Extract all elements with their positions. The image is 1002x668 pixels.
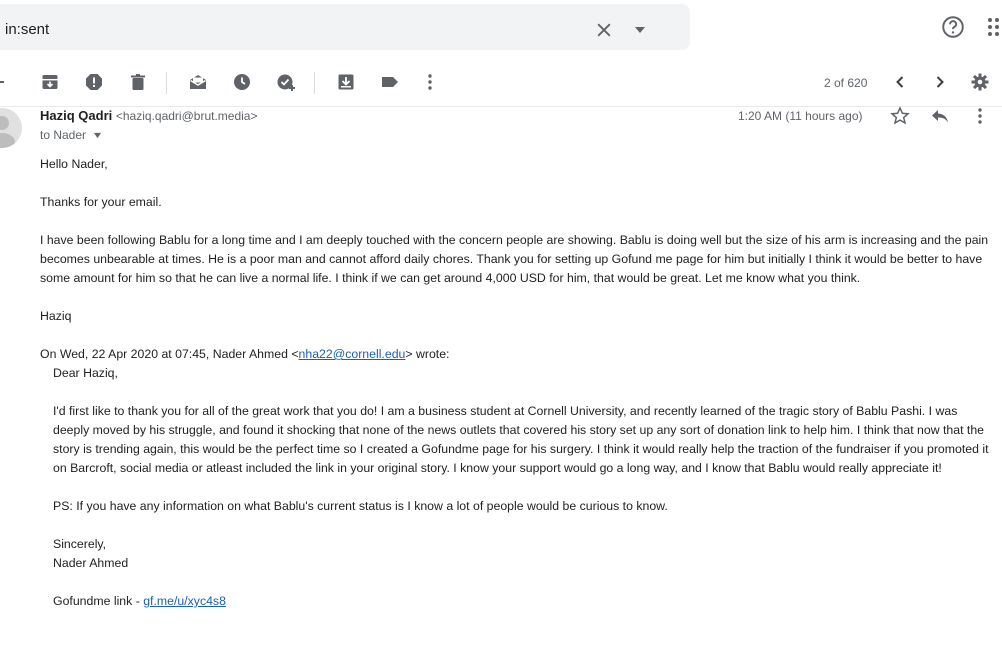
snooze-clock-icon[interactable] [232, 72, 252, 92]
report-spam-icon[interactable] [84, 72, 104, 92]
more-options-icon[interactable] [420, 72, 440, 92]
apps-grid-icon[interactable] [986, 16, 1002, 38]
search-options-dropdown-icon[interactable] [632, 24, 648, 36]
message-toolbar [0, 58, 1002, 107]
quote-attribution [40, 345, 995, 364]
move-to-icon[interactable] [336, 72, 356, 92]
reply-icon[interactable] [930, 106, 950, 126]
quoted-closing: Sincerely, [53, 537, 107, 551]
quoted-name: Nader Ahmed [53, 556, 129, 570]
toolbar-divider [166, 72, 167, 94]
mark-as-read-icon[interactable] [188, 72, 208, 92]
recipient-details[interactable] [40, 128, 102, 142]
sender-name[interactable]: Haziq Qadri [40, 108, 113, 123]
quote-attribution-prefix: On Wed, 22 Apr 2020 at 07:45, Nader Ahmed < [40, 347, 299, 361]
body-paragraph: I have been following Bablu for a long time and I am deeply touched with the concern people are showing. Bablu is doing well but the size of his arm is increasing and the pain becomes unbearable at times. He is a poor man and cannot afford daily chores. Thank you for setting up Gofund me page for him but initially I think it would be better to have some amount for him so that he can live a normal life. I think if we can get around 4,000 USD for him, that would be great. Let me know what you think. [40, 233, 989, 285]
quoted-signature [53, 535, 995, 573]
quoted-link-line [53, 592, 995, 611]
archive-icon[interactable] [40, 72, 60, 92]
quote-attribution-suffix: > wrote: [405, 347, 450, 361]
add-to-tasks-icon[interactable] [276, 72, 296, 92]
help-icon[interactable] [940, 14, 966, 40]
thanks-line: Thanks for your email. [40, 195, 162, 209]
gofundme-link[interactable]: gf.me/u/xyc4s8 [143, 594, 226, 608]
delete-icon[interactable] [128, 72, 148, 92]
quoted-paragraph: I'd first like to thank you for all of the great work that you do! I am a business student at Cornell University, and recently learned of the tragic story of Bablu Pashi. I was deeply moved by his struggle, and found it shocking that none of the news outlets that covered his story set up any sort of donation link to help him. I think that now that the story is trending again, this would be the perfect time so I created a Gofundme page for his surgery. I think it would really help the traction of the fundraiser if you promoted it on Barcroft, social media or atleast included the link in your original story. I know your support would go a long way, and I know that Bablu would really appreciate it! [53, 404, 989, 475]
message-more-icon[interactable] [970, 106, 990, 126]
star-icon[interactable] [890, 106, 910, 126]
recipient-label: to Nader [40, 128, 87, 142]
greeting: Hello Nader, [40, 157, 108, 171]
label-icon[interactable] [380, 72, 400, 92]
search-input[interactable]: in:sent [5, 21, 50, 38]
older-chevron-icon[interactable] [930, 72, 950, 92]
message-counter: 2 of 620 [824, 76, 868, 90]
quoted-greeting: Dear Haziq, [53, 366, 118, 380]
settings-gear-icon[interactable] [970, 72, 990, 92]
quote-sender-email-link[interactable]: nha22@cornell.edu [298, 347, 406, 361]
quoted-message [53, 364, 995, 611]
search-bar[interactable] [0, 4, 690, 50]
newer-chevron-icon[interactable] [890, 72, 910, 92]
toolbar-divider [314, 72, 315, 94]
message-body [40, 155, 995, 630]
sender-avatar[interactable] [0, 108, 22, 148]
sender-email: <haziq.qadri@brut.media> [115, 109, 258, 123]
quoted-link-prefix: Gofundme link - [53, 594, 144, 608]
back-arrow-icon[interactable] [0, 72, 8, 92]
recipient-dropdown-icon[interactable] [93, 132, 102, 139]
message-timestamp: 1:20 AM (11 hours ago) [738, 109, 863, 123]
signoff: Haziq [40, 309, 72, 323]
top-bar [0, 0, 1002, 58]
clear-search-icon[interactable] [594, 20, 614, 40]
quoted-ps: PS: If you have any information on what Bablu's current status is I know a lot of people would be curious to know. [53, 499, 668, 513]
sender-line [40, 108, 257, 123]
